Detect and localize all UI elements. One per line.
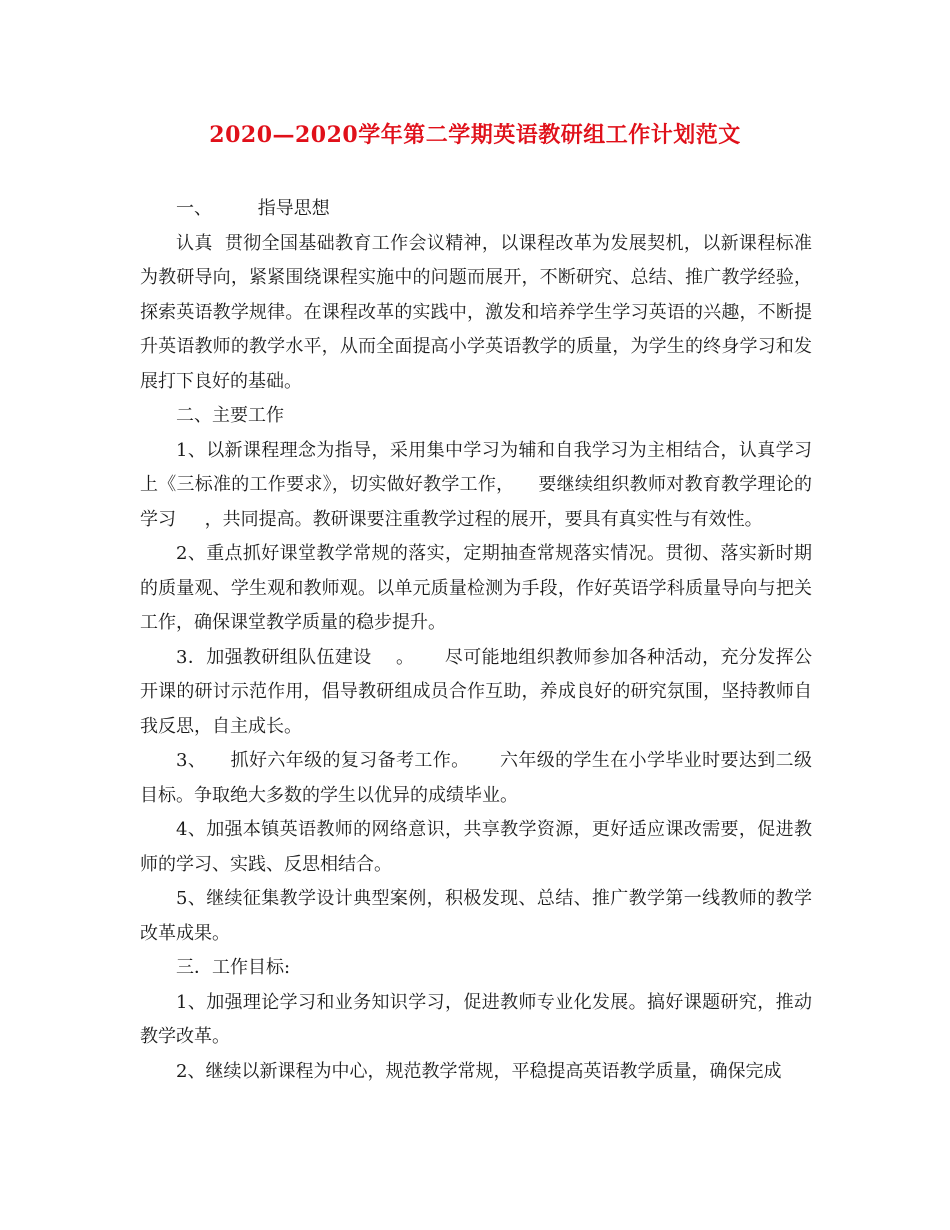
section-title: 指导思想 [257,198,330,219]
work-item-1-text-c: ，共同提高。教研课要注重教学过程的展开，要具有真实性与有效性。 [204,508,763,530]
work-item-1 [140,434,812,538]
section-heading-goals: 三．工作目标: [176,957,291,978]
paragraph-text: 贯彻全国基础教育工作会议精神，以课程改革为发展契机，以新课程标准为教研导向，紧紧围绕课程实施中的问题而展开，不断研究、总结、推广教学经验，探索英语教学规律。在课程改革的实践中，激发和培养学生学习英语的兴趣，不断提升英语教师的教学水平，从而全面提高小学英语教学的质量，为学生的终身学习和发展打下良好的基础。 [140,232,813,392]
section-heading-guiding-thought [140,192,812,227]
work-item-4-text-c: 六年级的学生在小学毕业时要达到二级目标。争取绝大多数的学生以优异的成绩毕业。 [140,750,813,806]
document-body [140,192,812,1089]
goal-item-1: 1、加强理论学习和业务知识学习，促进教师专业化发展。搞好课题研究，推动教学改革。 [140,991,812,1047]
work-item-1-text-b: 要继续组织教师对教育教学理论的学习 [140,474,813,530]
section-heading-main-work: 二、主要工作 [176,405,284,426]
work-item-3-text-b: 。 [396,646,415,668]
work-item-3 [140,641,812,745]
work-item-6: 5、继续征集教学设计典型案例，积极发现、总结、推广教学第一线教师的教学改革成果。 [140,888,812,944]
paragraph-guiding-thought [140,227,812,400]
goal-item-2: 2、继续以新课程为中心，规范教学常规，平稳提高英语教学质量，确保完成 [176,1060,782,1082]
document-title: 2020—2020学年第二学期英语教研组工作计划范文 [209,122,741,148]
work-item-2: 2、重点抓好课堂教学常规的落实，定期抽查常规落实情况。贯彻、落实新时期的质量观、学生观和教师观。以单元质量检测为手段，作好英语学科质量导向与把关工作，确保课堂教学质量的稳步提升。 [140,543,812,633]
work-item-1-text-a: 1、以新课程理念为指导，采用集中学习为辅和自我学习为主相结合，认真学习上《三标准的工作要求》，切实做好教学工作， [140,439,812,495]
work-item-3-text-c: 尽可能地组织教师参加各种活动，充分发挥公开课的研讨示范作用，倡导教研组成员合作互助，养成良好的研究氛围，坚持教师自我反思，自主成长。 [140,646,813,737]
work-item-4-text-a: 3、 [176,750,207,771]
paragraph-lead: 认真 [176,232,213,254]
section-number: 一、 [176,198,212,219]
work-item-4 [140,744,812,813]
work-item-5: 4、加强本镇英语教师的网络意识，共享教学资源，更好适应课改需要，促进教师的学习、实践、反思相结合。 [140,819,812,875]
work-item-3-text-a: 3．加强教研组队伍建设 [176,646,372,668]
work-item-4-text-b: 抓好六年级的复习备考工作。 [230,750,470,771]
